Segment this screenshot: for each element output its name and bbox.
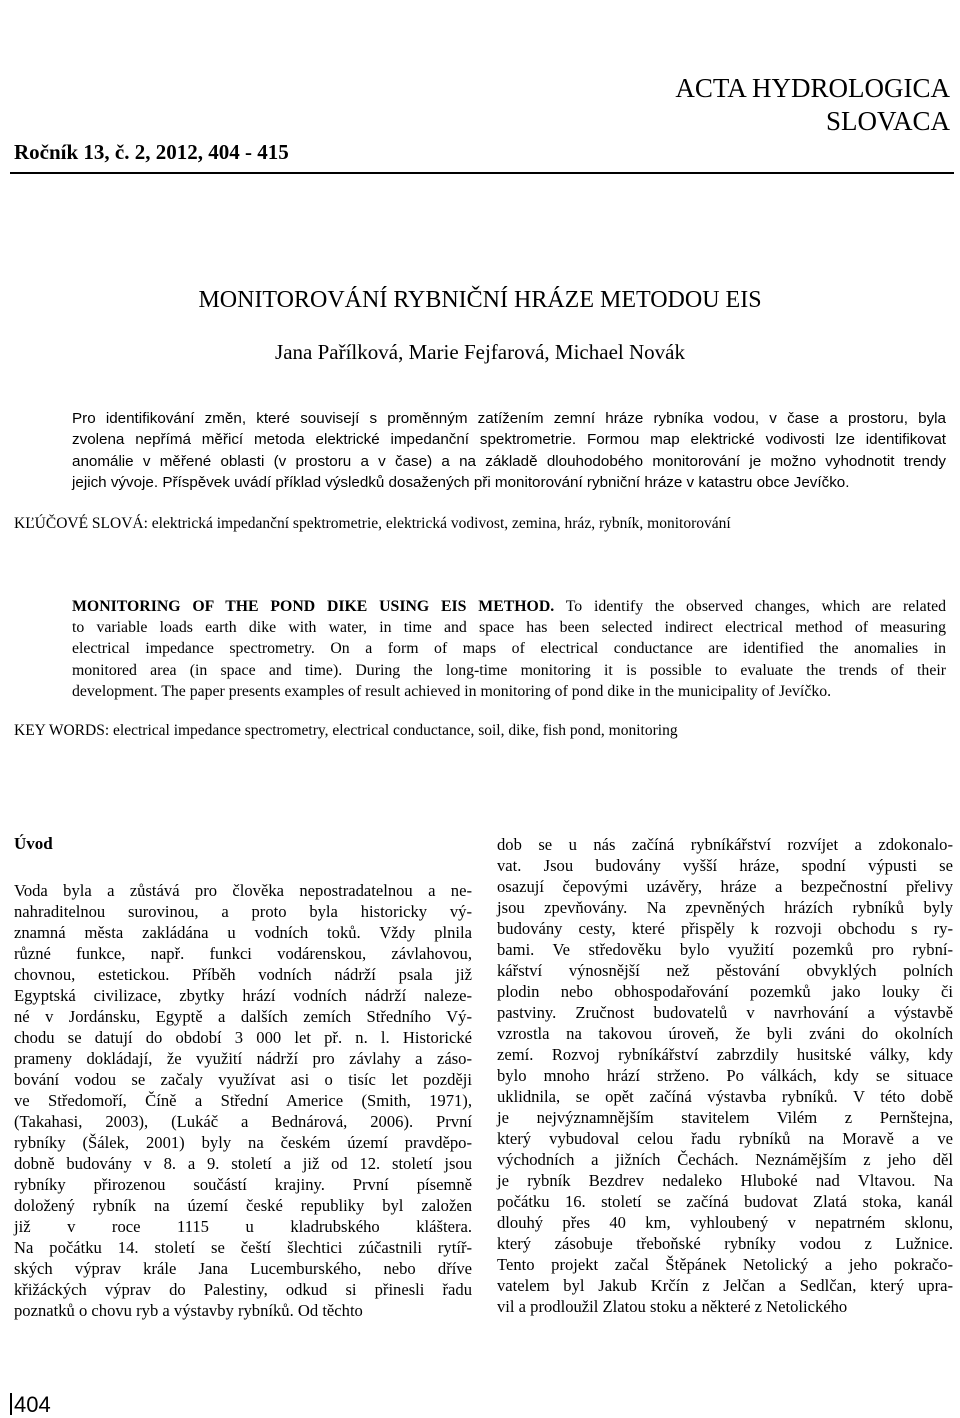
body-line: Voda byla a zůstává pro člověka nepostradatelnou a ne- (14, 881, 472, 900)
abstract-english (72, 596, 946, 702)
body-line: plodin nebo obhospodařování pozemků jako louky či (497, 982, 953, 1001)
body-line: bylo mnoho hrází strženo. Po válkách, kdy se situace (497, 1066, 953, 1085)
body-line: východních a jižních Čechách. Neznámějším z jeho děl (497, 1150, 953, 1169)
body-line: počátku 16. století se začíná budovat Zlatá stoka, kanál (497, 1192, 953, 1211)
header-rule (10, 172, 954, 174)
body-line: osazují čepovými uzávěry, hráze a bezpečnostní přelivy (497, 877, 953, 896)
body-line: rybníky (Šálek, 2001) byly na českém území pravděpo- (14, 1133, 472, 1152)
body-line: Na počátku 14. století se čeští šlechtici zúčastnili rytíř- (14, 1238, 472, 1257)
body-line: Tento projekt začal Štěpánek Netolický a jeho pokračo- (497, 1255, 953, 1274)
body-line: ve Středomoří, Číně a Střední Americe (Smith, 1971), (14, 1091, 472, 1110)
article-title: MONITOROVÁNÍ RYBNIČNÍ HRÁZE METODOU EIS (198, 287, 762, 313)
body-line: ských výprav krále Jana Lucemburského, nebo dříve (14, 1259, 472, 1278)
body-line: kářství výnosnější než pěstování obvyklých polních (497, 961, 953, 980)
body-line: dobně budovány v 8. a 9. století a již od 12. století jsou (14, 1154, 472, 1173)
body-line: jsou zpevňovány. Na zpevněných hrázích rybníků byly (497, 898, 953, 917)
body-line: vzrostla na takovou úroveň, že byli zváni do okolních (497, 1024, 953, 1043)
abstract-en-line: electrical impedance spectrometry. On a form of maps of electrical conductance are identified the anomalies in (72, 640, 946, 658)
body-line: dob se u nás začíná rybníkářství rozvíjet a zdokonalo- (497, 835, 953, 854)
abstract-cz-line: zvolena nepřímá měřicí metoda elektrické impedanční spektrometrie. Formou map elektrické vodivosti lze identifikovat (72, 431, 946, 449)
body-line: různé funkce, např. funkci vodárenskou, závlahovou, (14, 944, 472, 963)
abstract-en-line: development. The paper presents examples of result achieved in monitoring of pond dike in the municipality of Jevíčko. (72, 682, 832, 700)
abstract-en-title: MONITORING OF THE POND DIKE USING EIS METHOD. (72, 598, 555, 615)
body-line: prameny dokládají, že využití nádrží pro závlahy a záso- (14, 1049, 472, 1068)
body-line: bami. Ve středověku bylo využití pozemků pro rybní- (497, 940, 953, 959)
body-line: chodu se datují do období 3 000 let př. n. l. Historické (14, 1028, 472, 1047)
abstract-cz-line: jejich vývoje. Příspěvek uvádí příklad výsledků dosažených při monitorování rybniční hráze v katastru obce Jevíčko. (72, 474, 850, 492)
body-line: né v Jordánsku, Egyptě a dalších zemích Středního Vý- (14, 1007, 472, 1026)
issue-info: Ročník 13, č. 2, 2012, 404 - 415 (14, 140, 289, 164)
journal-name-line2: SLOVACA (825, 106, 950, 136)
abstract-cz-line: Pro identifikování změn, které souvisejí s proměnným zatížením zemní hráze rybníka vodou, v čase a prostoru, byla (72, 410, 946, 427)
body-line: chovnou, estetickou. Příběh vodních nádrží psala již (14, 965, 472, 984)
abstract-cz-line: anomálie v měřené oblasti (v prostoru a v čase) a na základě dlouhodobého monitorování je možno vyhodnotit trendy (72, 452, 946, 470)
section-heading: Úvod (14, 834, 53, 853)
body-line: vat. Jsou budovány vyšší hráze, spodní výpusti se (497, 856, 953, 875)
body-line: pastviny. Zručnost budovatelů v navrhování a výstavbě (497, 1003, 953, 1022)
body-line: zemí. Rozvoj rybníkářství zabrzdily husitské války, kdy (497, 1045, 953, 1064)
body-line: již v roce 1115 u kladrubského kláštera. (14, 1217, 472, 1236)
body-line: poznatků o chovu ryb a výstavby rybníků. Od těchto (14, 1301, 363, 1320)
keywords-english: KEY WORDS: electrical impedance spectrometry, electrical conductance, soil, dike, fish pond, monitoring (14, 722, 678, 739)
body-line: vatelem byl Jakub Krčín z Jelčan a Sedlčan, který upra- (497, 1276, 953, 1295)
abstract-en-text: To identify the observed changes, which are related (554, 598, 946, 615)
body-line: bování vodou se začaly využívat asi o tisíc let později (14, 1070, 472, 1089)
body-line: je rybník Bezdrev nedaleko Hluboké nad Vltavou. Na (497, 1171, 953, 1190)
body-line: dlouhý přes 40 km, vyhloubený v nepatrném sklonu, (497, 1213, 953, 1232)
body-line: doložený rybník na území české republiky byl založen (14, 1196, 472, 1215)
body-line: uklidnila, se opět začíná výstavba rybníků. V této době (497, 1087, 953, 1106)
body-line: znamná města zakládána u vodních toků. Vždy plnila (14, 923, 472, 942)
body-line: (Takahasi, 2003), (Lukáč a Bednárová, 2006). První (14, 1112, 472, 1131)
body-line: který vybudoval celou řadu rybníků na Moravě a ve (497, 1129, 953, 1148)
body-right-column (497, 834, 953, 1317)
abstract-en-line: to variable loads earth dike with water, in time and space has been selected indirect electrical method of measuring (72, 619, 946, 637)
page-number: 404 (14, 1392, 51, 1417)
journal-name-line1: ACTA HYDROLOGICA (675, 73, 950, 103)
abstract-en-line: monitored area (in space and time). During the long-time monitoring it is possible to evaluate the trends of their (72, 661, 946, 679)
body-line: Egyptská civilizace, zbytky hrází vodních nádrží naleze- (14, 986, 472, 1005)
article-authors: Jana Pařílková, Marie Fejfarová, Michael Novák (275, 340, 685, 364)
page-number-rule (10, 1393, 12, 1415)
abstract-en-line (72, 596, 946, 617)
body-line: který zásobuje třeboňské rybníky vodou z Lužnice. (497, 1234, 953, 1253)
body-left-column (14, 880, 472, 1321)
journal-name (610, 72, 950, 138)
body-line: křižáckých výprav do Palestiny, odkud si přinesli řadu (14, 1280, 472, 1299)
abstract-czech (72, 408, 946, 494)
body-line: je nejvýznamnějším stavitelem Vilém z Pernštejna, (497, 1108, 953, 1127)
body-line: budovány cesty, které přispěly k rozvoji obchodu s ry- (497, 919, 953, 938)
body-line: vil a prodloužil Zlatou stoku a některé z Netolického (497, 1297, 848, 1316)
keywords-czech: KĽÚČOVÉ SLOVÁ: elektrická impedanční spektrometrie, elektrická vodivost, zemina, hráz, rybník, monitorování (14, 515, 731, 532)
body-line: nahraditelnou surovinou, a proto byla historicky vý- (14, 902, 472, 921)
body-line: rybníky přirozenou součástí krajiny. První písemně (14, 1175, 472, 1194)
